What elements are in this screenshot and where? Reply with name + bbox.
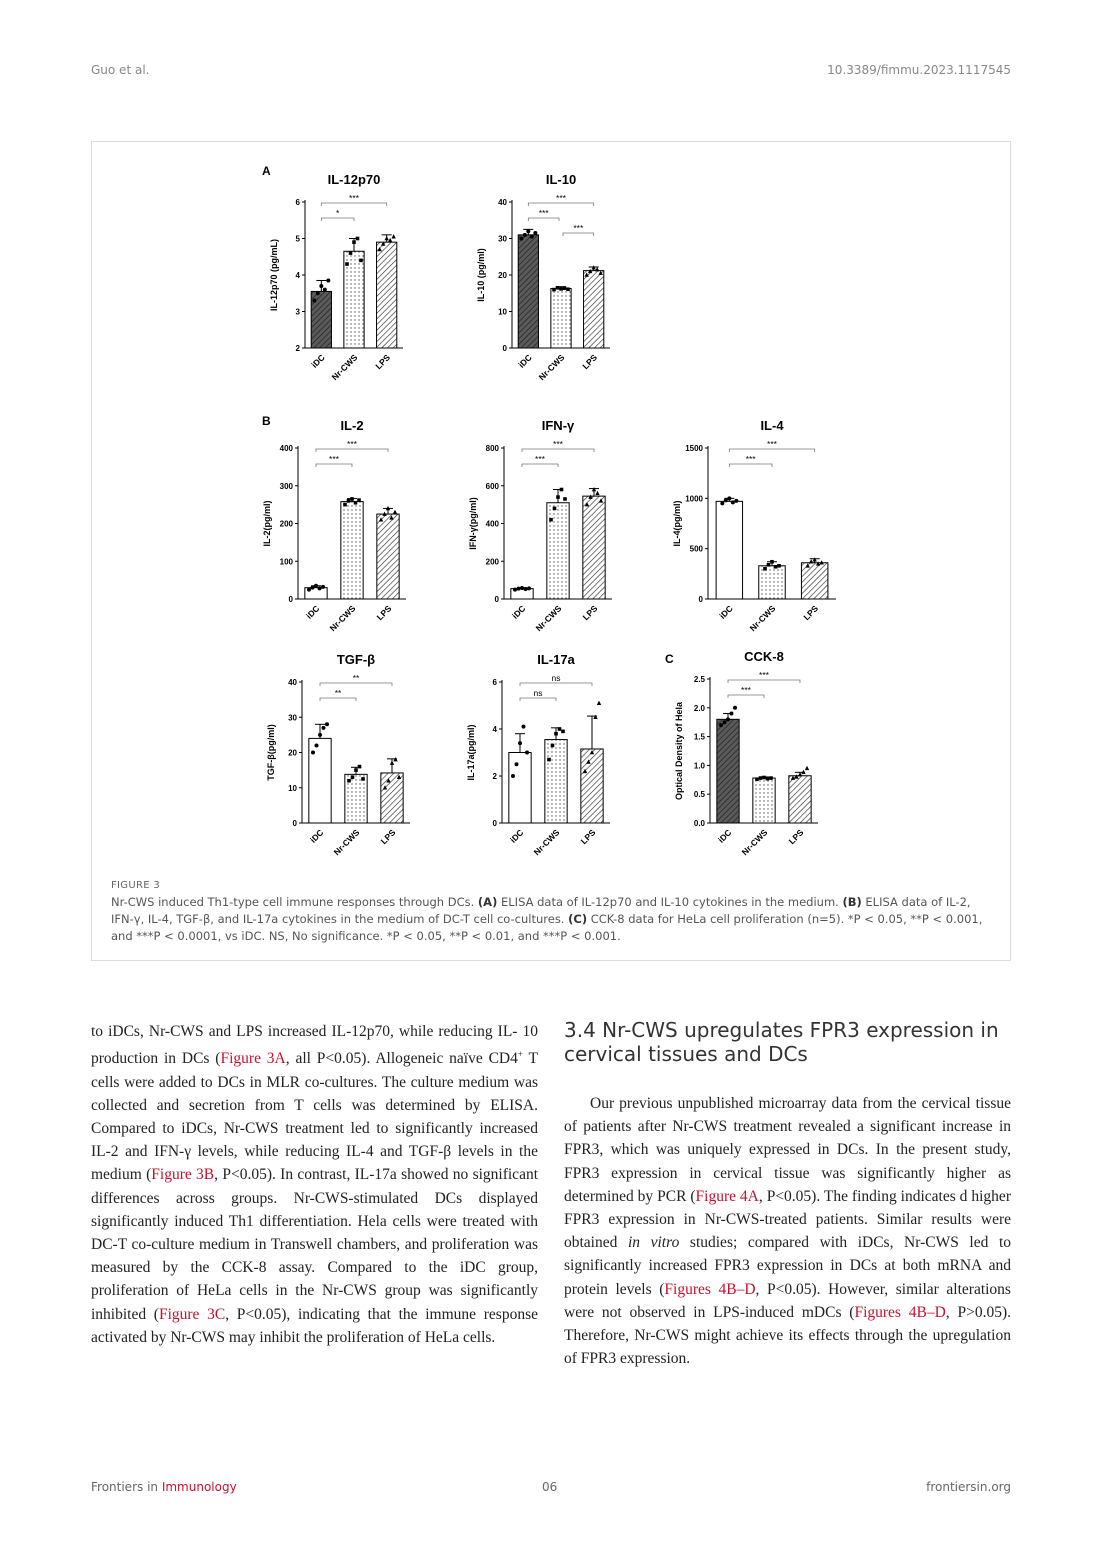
data-point [351, 775, 355, 779]
data-point [597, 701, 601, 705]
data-point [349, 251, 353, 255]
x-tick-label: iDC [715, 827, 734, 845]
data-point [724, 498, 728, 502]
data-point [322, 726, 326, 730]
data-point [560, 488, 564, 492]
data-point [759, 776, 763, 780]
chart-title: CCK-8 [744, 649, 784, 664]
data-point [774, 565, 778, 569]
significance-label: * [336, 208, 340, 218]
caption-part: Nr-CWS induced Th1-type cell immune responses through DCs. [111, 895, 478, 909]
y-tick-label: 3 [295, 307, 300, 317]
data-point [777, 564, 781, 568]
data-point [551, 744, 555, 748]
data-point [311, 586, 315, 590]
figure-4bd-link[interactable]: Figures 4B–D [664, 1280, 756, 1298]
data-point [527, 586, 531, 590]
bar [759, 566, 785, 599]
text-run: , P<0.05). In contrast, IL-17a showed no significant differences across groups. Nr-CWS-stimulated DCs displayed significantly induced Th1 differentiation. Hela cells were treated with DC-T co-culture medium in Transwell chambers, and proliferation was measured by the CCK-8 assay. Compared to the iDC group, proliferation of HeLa cells in the Nr-CWS group was significantly inhibited ( [91, 1166, 539, 1323]
significance-bracket [528, 203, 593, 206]
significance-bracket [320, 683, 392, 686]
data-point [769, 776, 773, 780]
data-point [762, 776, 766, 780]
y-axis-label: IL-10 (pg/ml) [476, 248, 486, 302]
x-tick-label: iDC [516, 352, 534, 370]
y-axis-label: IL-12p70 (pg/mL) [269, 238, 279, 312]
data-point [554, 732, 558, 736]
y-tick-label: 40 [498, 198, 507, 207]
x-tick-label: LPS [786, 827, 806, 847]
data-point [812, 557, 816, 561]
y-tick-label: 0 [502, 344, 507, 353]
significance-bracket [728, 695, 764, 698]
significance-label: ns [533, 688, 543, 698]
bar [377, 514, 399, 599]
data-point [312, 299, 316, 303]
right-paragraph [564, 1092, 1011, 1370]
y-tick-label: 30 [288, 713, 297, 723]
data-point [755, 777, 759, 781]
significance-bracket [729, 449, 814, 452]
left-paragraph [91, 1020, 538, 1349]
text-run: 10 production in DCs ( [91, 1023, 539, 1068]
chart-cck8 [670, 647, 830, 865]
journal-prefix: Frontiers in [91, 1480, 162, 1494]
x-tick-label: Nr-CWS [536, 352, 567, 383]
data-point [358, 765, 362, 769]
data-point [520, 586, 524, 590]
y-tick-label: 500 [689, 544, 703, 554]
data-point [525, 751, 529, 755]
data-point [347, 499, 351, 503]
significance-label: *** [329, 454, 339, 464]
data-point [566, 287, 570, 291]
y-axis-label: Optical Density of Hela [674, 701, 684, 801]
data-point [318, 586, 322, 590]
y-tick-label: 0 [698, 595, 703, 604]
y-tick-label: 800 [485, 444, 499, 453]
y-tick-label: 10 [288, 783, 297, 793]
chart-title: IL-12p70 [327, 172, 381, 187]
text-run: , P<0.05). The finding indicates d higher FPR3 expression in Nr-CWS-treated patients. Similar results were obtained [564, 1187, 1011, 1252]
significance-label: *** [347, 439, 357, 449]
data-point [519, 237, 523, 241]
chart-title: IL-4 [760, 418, 784, 433]
journal-name-link[interactable]: Immunology [161, 1480, 237, 1494]
data-point [515, 762, 519, 766]
page-number: 06 [542, 1480, 558, 1494]
footer-journal [91, 1480, 237, 1494]
y-tick-label: 2 [492, 772, 497, 781]
significance-bracket [563, 233, 594, 236]
bar [341, 502, 363, 599]
data-point [345, 262, 349, 266]
text-run: , all P<0.05). Allogeneic naïve [285, 1050, 483, 1068]
significance-bracket [520, 683, 592, 686]
x-tick-label: iDC [309, 352, 327, 370]
y-tick-label: 1.0 [693, 761, 705, 771]
y-tick-label: 0.5 [693, 790, 705, 800]
figure-3b-link[interactable]: Figure 3B [151, 1166, 215, 1184]
figure-4a-link[interactable]: Figure 4A [695, 1187, 759, 1205]
text-run: , P>0.05). Therefore, Nr-CWS might achieve its effects through the upregulation of FPR3 expression. [564, 1303, 1011, 1368]
y-tick-label: 5 [295, 234, 300, 244]
panel-label-a: A [262, 164, 271, 178]
data-point [384, 236, 388, 240]
data-point [315, 743, 319, 747]
caption-tag-b: (B) [842, 895, 862, 909]
data-point [556, 286, 560, 290]
chart-title: TGF-β [336, 652, 376, 667]
data-point [314, 584, 318, 588]
data-point [321, 585, 325, 589]
chart-title: IL-2 [340, 418, 364, 433]
data-point [347, 779, 351, 783]
footer-site-link[interactable]: frontiersin.org [926, 1480, 1011, 1494]
significance-label: *** [745, 454, 756, 464]
significance-bracket [321, 218, 354, 221]
x-tick-label: iDC [507, 827, 526, 845]
data-point [343, 503, 347, 507]
y-tick-label: 0 [494, 595, 499, 604]
data-point [733, 706, 737, 710]
bar [545, 740, 567, 823]
y-axis-label: IL-17a(pg/ml) [466, 724, 476, 781]
y-tick-label: 100 [279, 557, 293, 567]
figure-4bd-link-2[interactable]: Figures 4B–D [854, 1303, 946, 1321]
figure-3a-link[interactable]: Figure 3A [220, 1050, 286, 1068]
x-tick-label: iDC [717, 603, 735, 621]
x-tick-label: Nr-CWS [531, 827, 562, 858]
bar [581, 749, 603, 823]
x-tick-label: LPS [373, 352, 393, 372]
data-point [593, 715, 597, 719]
text-run: medium was collected and secretion from T cells was determined by ELISA. Compared to iDCs, Nr-CWS treatment led to significantly increased IL-2 and IFN-γ levels, while reducing IL-4 and TGF-β levels in the medium ( [91, 1073, 538, 1184]
significance-bracket [316, 449, 388, 452]
data-point [530, 235, 534, 239]
caption-text [111, 894, 991, 945]
y-axis-label: TGF-β(pg/ml) [266, 724, 276, 781]
data-point [511, 774, 515, 778]
bar [518, 235, 538, 348]
data-point [558, 727, 562, 731]
y-tick-label: 200 [279, 519, 293, 529]
panel-label-b: B [262, 414, 271, 428]
y-tick-label: 600 [485, 481, 499, 491]
data-point [561, 730, 565, 734]
bar [801, 563, 827, 599]
data-point [559, 287, 563, 291]
data-point [326, 278, 330, 282]
x-tick-label: Nr-CWS [331, 827, 362, 858]
bar [717, 719, 739, 823]
x-tick-label: LPS [578, 827, 598, 847]
y-tick-label: 1000 [685, 494, 703, 504]
data-point [763, 567, 767, 571]
chart-il10 [472, 170, 622, 390]
data-point [563, 497, 567, 501]
data-point [731, 500, 735, 504]
x-tick-label: Nr-CWS [327, 603, 358, 634]
significance-label: *** [767, 439, 777, 449]
figure-caption [111, 877, 991, 945]
x-tick-label: Nr-CWS [747, 603, 778, 634]
y-axis-label: IL-2(pg/ml) [262, 500, 272, 547]
data-point [307, 588, 311, 592]
x-tick-label: LPS [580, 603, 600, 623]
significance-bracket [316, 464, 352, 467]
data-point [727, 496, 731, 500]
significance-bracket [320, 698, 356, 701]
y-tick-label: 300 [279, 481, 293, 491]
y-tick-label: 400 [279, 444, 293, 453]
chart-title: IFN-γ [541, 418, 575, 433]
data-point [311, 751, 315, 755]
x-tick-label: LPS [801, 603, 821, 623]
panel-label-c: C [665, 652, 674, 666]
significance-label: *** [759, 670, 769, 680]
caption-part: ELISA data of IL-12p70 and IL-10 cytokines in the medium. [497, 895, 843, 909]
bar [789, 776, 811, 823]
data-point [533, 231, 537, 235]
y-tick-label: 6 [295, 198, 300, 207]
data-point [393, 510, 397, 514]
x-tick-label: iDC [509, 603, 528, 621]
y-tick-label: 200 [485, 557, 499, 567]
significance-label: *** [535, 454, 545, 464]
y-tick-label: 10 [498, 307, 507, 317]
data-point [723, 720, 727, 724]
data-point [357, 498, 361, 502]
bar [547, 503, 569, 599]
data-point [518, 741, 522, 745]
figure-3c-link[interactable]: Figure 3C [158, 1305, 226, 1323]
data-point [513, 588, 517, 592]
data-point [563, 286, 567, 290]
text-run: CD4 [488, 1050, 518, 1068]
x-tick-label: LPS [378, 827, 398, 847]
data-point [556, 495, 560, 499]
data-point [316, 291, 320, 295]
x-tick-label: LPS [374, 603, 394, 623]
chart-il12p70 [265, 170, 415, 390]
data-point [523, 233, 527, 237]
data-point [526, 229, 530, 233]
text-run: studies; compared with iDCs, Nr-CWS led to significantly increased FPR3 expression in DCs at both mRNA and protein levels ( [564, 1234, 1012, 1298]
data-point [719, 723, 723, 727]
significance-label: *** [741, 685, 751, 695]
data-point [805, 766, 809, 770]
x-tick-label: iDC [303, 603, 322, 621]
data-point [356, 237, 360, 241]
running-header-doi: 10.3389/fimmu.2023.1117545 [827, 63, 1011, 77]
y-tick-label: 4 [295, 271, 300, 280]
x-tick-label: Nr-CWS [739, 827, 770, 858]
data-point [553, 507, 557, 511]
data-point [726, 717, 730, 721]
text-run: Our previous unpublished microarray data from the cervical tissue of patients after Nr-CWS treatment revealed a significant increase in FPR3, which was uniquely expressed in DCs. In the present study, FPR3 expression in cervical tissue was significantly higher as determined by PCR ( [564, 1095, 1011, 1205]
y-tick-label: 1.5 [693, 732, 705, 742]
significance-label: *** [349, 193, 359, 203]
x-tick-label: Nr-CWS [533, 603, 564, 634]
data-point [319, 284, 323, 288]
chart-title: IL-17a [537, 652, 575, 667]
data-point [361, 777, 365, 781]
y-tick-label: 1500 [685, 444, 703, 453]
significance-label: *** [553, 439, 563, 449]
chart-tgf-beta [262, 650, 422, 865]
chart-ifn-gamma [464, 416, 624, 641]
chart-il2 [258, 416, 418, 641]
data-point [552, 288, 556, 292]
caption-part: CCK-8 data for HeLa cell proliferation (n=5). *P < 0.05, **P < 0.001, and ***P < 0.0001, vs iDC. NS, No significance. *P < 0.05, **P < 0.01, and ***P < 0.001. [111, 912, 983, 943]
data-point [354, 768, 358, 772]
y-tick-label: 40 [288, 678, 297, 687]
chart-il4 [668, 416, 848, 641]
y-tick-label: 20 [288, 748, 297, 758]
data-point [522, 725, 526, 729]
figure-label: FIGURE 3 [111, 880, 160, 891]
y-tick-label: 2 [295, 344, 300, 353]
text-run: T cells were added to DCs in MLR co-cultures. The culture [91, 1050, 539, 1091]
y-tick-label: 0 [292, 819, 297, 828]
significance-label: *** [538, 208, 549, 218]
data-point [359, 259, 363, 263]
significance-bracket [522, 464, 558, 467]
bar [753, 778, 775, 823]
y-tick-label: 2.5 [693, 675, 705, 684]
significance-bracket [522, 449, 594, 452]
data-point [350, 497, 354, 501]
data-point [595, 491, 599, 495]
bar [509, 753, 531, 824]
y-axis-label: IL-4(pg/ml) [672, 500, 682, 547]
section-heading: 3.4 Nr-CWS upregulates FPR3 expression in cervical tissues and DCs [564, 1018, 999, 1066]
y-tick-label: 6 [492, 678, 497, 687]
y-tick-label: 30 [498, 234, 507, 244]
x-tick-label: LPS [580, 352, 600, 372]
data-point [766, 777, 770, 781]
superscript: + [517, 1049, 523, 1060]
data-point [325, 722, 329, 726]
y-axis-label: IFN-γ(pg/ml) [468, 497, 478, 550]
caption-part: ELISA data of IL-2, IFN-γ, IL-4, TGF-β, and IL-17a cytokines in the medium of DC-T cell co-cultures. [111, 895, 971, 926]
significance-bracket [520, 698, 556, 701]
bar [551, 289, 571, 348]
data-point [734, 499, 738, 503]
chart-title: IL-10 [545, 172, 577, 187]
data-point [323, 288, 327, 292]
bar [381, 773, 403, 823]
significance-label: ns [551, 673, 561, 683]
data-point [767, 563, 771, 567]
data-point [730, 712, 734, 716]
bar [584, 271, 604, 348]
right-column-text [564, 1092, 1011, 1370]
running-header-authors: Guo et al. [91, 63, 150, 77]
text-run: to iDCs, Nr-CWS and LPS increased IL-12p70, while reducing IL- [91, 1023, 518, 1040]
data-point [318, 733, 322, 737]
x-tick-label: iDC [307, 827, 326, 845]
y-tick-label: 0.0 [693, 819, 705, 828]
bar [716, 501, 742, 599]
data-point [517, 587, 521, 591]
chart-il17a [462, 650, 622, 865]
caption-tag-a: (A) [477, 895, 498, 909]
significance-label: ** [352, 673, 360, 683]
significance-label: *** [573, 223, 584, 233]
data-point [391, 234, 395, 238]
y-tick-label: 0 [492, 819, 497, 828]
y-tick-label: 20 [498, 271, 507, 280]
data-point [354, 501, 358, 505]
significance-bracket [321, 203, 386, 206]
data-point [592, 487, 596, 491]
data-point [720, 501, 724, 505]
bar [377, 242, 397, 348]
data-point [524, 587, 528, 591]
data-point [352, 240, 356, 244]
data-point [547, 758, 551, 762]
y-tick-label: 2.0 [693, 703, 705, 713]
significance-bracket [528, 218, 559, 221]
left-column-text [91, 1020, 538, 1349]
significance-label: ** [334, 688, 342, 698]
data-point [770, 560, 774, 564]
italic-term: in vitro [627, 1234, 680, 1252]
y-tick-label: 0 [288, 595, 293, 604]
significance-bracket [728, 680, 800, 683]
y-tick-label: 4 [492, 725, 497, 734]
x-tick-label: Nr-CWS [329, 352, 360, 383]
caption-tag-c: (C) [568, 912, 588, 926]
y-tick-label: 400 [485, 519, 499, 529]
text-run: , P<0.05). However, similar alterations were not observed in LPS-induced mDCs ( [564, 1280, 1011, 1321]
data-point [549, 518, 553, 522]
significance-label: *** [556, 193, 566, 203]
bar [583, 496, 605, 599]
significance-bracket [729, 464, 772, 467]
text-run: , P<0.05), indicating that the immune response activated by Nr-CWS may inhibit the proliferation of HeLa cells. [91, 1305, 538, 1346]
